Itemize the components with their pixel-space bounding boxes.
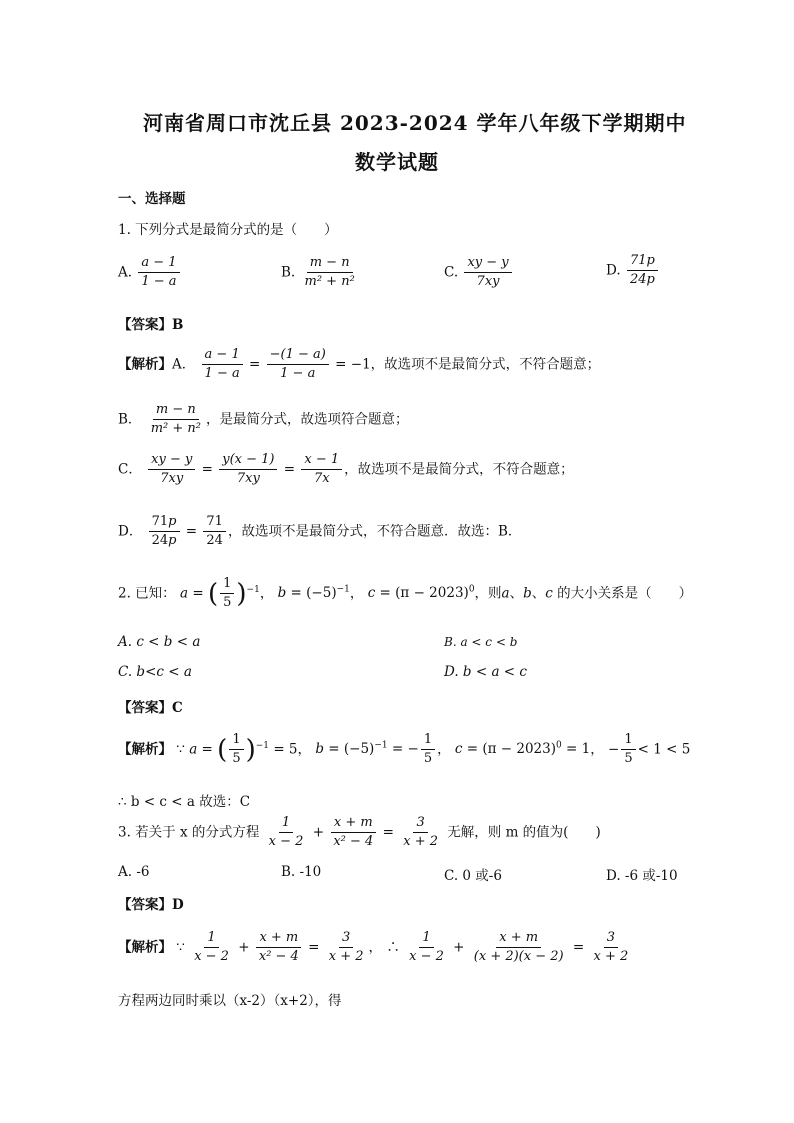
q2-option-d: D. b < a < c <box>444 664 527 680</box>
stem-prefix: 2. 已知： <box>118 585 176 602</box>
document-subtitle: 数学试题 <box>355 150 439 174</box>
fraction: $\frac{3}{x + 2}$ <box>403 815 438 850</box>
q1-analysis-c: C． $\frac{xy - y}{7xy}$ = $\frac{y(x - 1)}{7xy}$ = $\frac{x - 1}{7x}$ ，故选项不是最简分式，不符合题意； <box>118 452 574 487</box>
solution-prefix: B． <box>118 411 142 428</box>
q2-option-c: C. b<c < a <box>118 664 192 680</box>
stem-prefix: 3. 若关于 x 的分式方程 <box>118 824 260 841</box>
fraction: $\frac{xy - y}{7xy}$ <box>148 452 195 488</box>
q2-answer: 【答案】C <box>118 700 183 716</box>
fraction: $\frac{3}{x + 2}$ <box>328 930 364 965</box>
fraction: $\frac{-(1 - a)}{1 - a}$ <box>267 347 329 383</box>
fraction: $\frac{1}{5}$ <box>621 732 635 768</box>
fraction: $\frac{3}{x + 2}$ <box>593 930 629 965</box>
q3-answer: 【答案】D <box>118 897 184 913</box>
q1-analysis-d: D． $\frac{71p}{24p}$ = $\frac{71}{24}$ ，故选项不是最简分式，不符合题意．故选：B． <box>118 514 522 549</box>
fraction: $\frac{71p}{24p}$ <box>627 253 658 289</box>
solution-text: ，故选项不是最简分式，不符合题意； <box>344 461 574 478</box>
fraction: $\frac{x + m}{\text{x² − 4}}$ <box>256 930 302 966</box>
q3-analysis: 【解析】 ∵ $\frac{1}{x - 2}$ + $\frac{x + m}{\text{x² − 4}}$ = $\frac{3}{x + 2}$ ， ∴ $\frac{1}{x - 2}$ + $\frac{x + m}{(x + 2)(x - 2)}$ = $\frac{3}{x + 2}$ <box>118 930 633 966</box>
fraction: $\frac{a - 1}{1 - a}$ <box>202 347 243 383</box>
fraction: $\frac{1}{5}$ <box>421 732 435 768</box>
q3-option-b: B. -10 <box>281 864 322 880</box>
fraction: $\frac{1}{x - 2}$ <box>268 815 304 850</box>
fraction: $\frac{1}{x - 2}$ <box>194 930 229 965</box>
option-label: A. <box>118 264 133 281</box>
stem-suffix: 的大小关系是（ ） <box>557 585 693 602</box>
document-title: 河南省周口市沈丘县 2023-2024 学年八年级下学期期中 <box>143 111 687 135</box>
question-3-stem: 3. 若关于 x 的分式方程 $\frac{1}{x - 2}$ + $\frac{x + m}{\text{x² − 4}}$ = $\frac{3}{x + 2}$ 无解，则 m 的值为( ) <box>118 815 601 850</box>
solution-text: ，故选项不是最简分式，不符合题意； <box>370 356 601 373</box>
question-2-stem: 2. 已知： a = ( $\frac{1}{5}$ )$^{-1}$， $b = (-5)^{-1}$， $c = (\pi - 2023)^0$，则a、b、c 的大小关系是（ ） <box>118 576 693 611</box>
fraction: $\frac{x + m}{\text{x² − 4}}$ <box>330 815 376 851</box>
q3-option-c: C. 0 或-6 <box>444 868 502 884</box>
solution-prefix: D． <box>118 523 143 540</box>
fraction: $\frac{a - 1}{1 - a}$ <box>138 255 179 291</box>
fraction: $\frac{71}{24}$ <box>203 514 226 550</box>
q1-option-d <box>606 253 660 289</box>
fraction: $\frac{xy - y}{7xy}$ <box>464 255 511 291</box>
fraction: $\frac{m - n}{\text{m² + n²}}$ <box>150 402 201 437</box>
stem-suffix: 无解，则 m 的值为( ) <box>447 824 601 841</box>
option-label: C. <box>444 264 459 281</box>
q2-analysis: 【解析】 ∵ a = ( $\frac{1}{5}$ )$^{-1}$ = 5， $b = (-5)^{-1}$ = − $\frac{1}{5}$ ， $c = (\pi - 2023)^0 = 1$， − $\frac{1}{5}$ < 1 < 5 <box>118 732 691 767</box>
q3-option-d: D. -6 或-10 <box>606 868 678 884</box>
q1-analysis-b <box>118 402 409 438</box>
option-label: B. <box>281 264 296 281</box>
solution-text: ，是最简分式，故选项符合题意； <box>206 411 409 428</box>
fraction: $\frac{1}{5}$ <box>229 732 243 768</box>
fraction: $\frac{x + m}{(x + 2)(x - 2)}$ <box>473 930 564 965</box>
q1-option-c <box>444 255 514 291</box>
analysis-label: 【解析】 <box>118 356 172 373</box>
q1-option-b <box>281 255 360 291</box>
fraction: $\frac{71p}{24p}$ <box>149 514 180 550</box>
solution-prefix: A． <box>172 356 196 373</box>
q2-option-b: B. a < c < b <box>444 635 518 649</box>
q1-analysis-a: 【解析】A． $\frac{a - 1}{1 - a}$ = $\frac{-(1 - a)}{1 - a}$ = −1，故选项不是最简分式，不符合题意； <box>118 347 601 382</box>
q3-last-line: 方程两边同时乘以（x-2）（x+2），得 <box>118 993 342 1009</box>
fraction: $\frac{1}{x - 2}$ <box>409 930 444 965</box>
analysis-label: 【解析】 <box>118 741 172 758</box>
fraction: $\frac{y(x - 1)}{7xy}$ <box>219 452 277 488</box>
solution-prefix: C． <box>118 461 142 478</box>
section-heading: 一、选择题 <box>118 191 186 207</box>
fraction: $\frac{1}{5}$ <box>220 576 234 612</box>
question-1-stem: 1. 下列分式是最简分式的是（ ） <box>118 222 338 238</box>
q1-answer: 【答案】B <box>118 317 184 333</box>
solution-text: ，故选项不是最简分式，不符合题意．故选：B． <box>227 523 522 540</box>
q2-option-a: A. c < b < a <box>118 634 201 650</box>
fraction: $\frac{x - 1}{7x}$ <box>301 452 342 488</box>
q3-option-a: A. -6 <box>118 864 150 880</box>
q1-option-a <box>118 255 182 291</box>
fraction: $\frac{m - n}{\text{m² + n²}}$ <box>304 255 355 290</box>
analysis-label: 【解析】 <box>118 939 172 956</box>
option-label: D. <box>606 262 621 279</box>
q2-conclusion: ∴ b < c < a 故选：C <box>118 794 251 810</box>
